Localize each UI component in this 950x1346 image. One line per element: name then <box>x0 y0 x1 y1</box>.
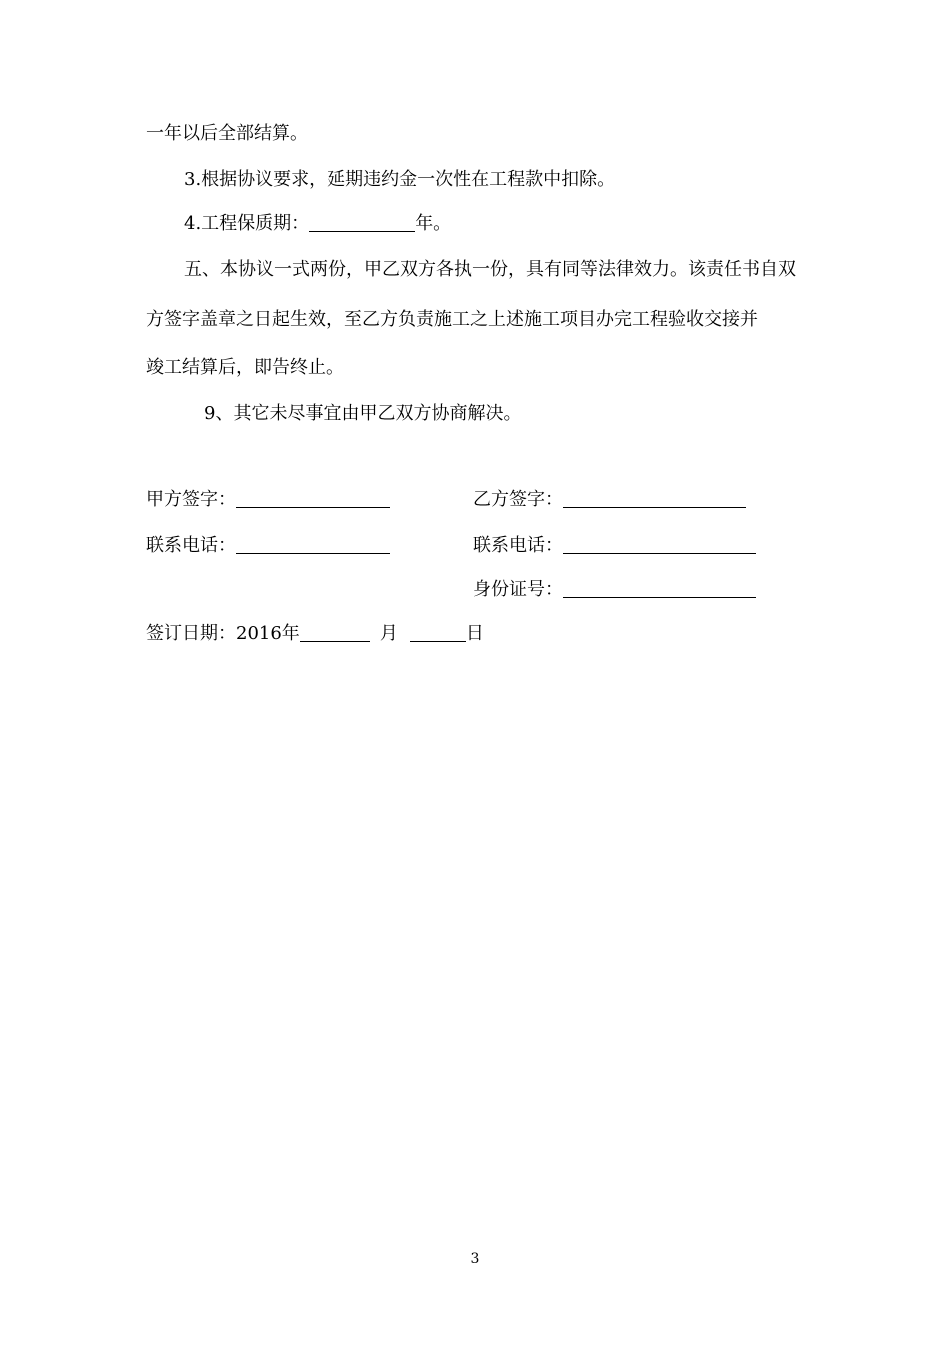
signing-date-label: 签订日期：2016年 <box>146 623 300 644</box>
party-a-signature-row <box>146 488 390 512</box>
paragraph-validity-line-2: 方签字盖章之日起生效，至乙方负责施工之上述施工项目办完工程验收交接并 <box>146 309 758 330</box>
paragraph-validity-line-3: 竣工结算后，即告终止。 <box>146 357 344 378</box>
paragraph-other-matters: 9、其它未尽事宜由甲乙双方协商解决。 <box>204 403 522 424</box>
page-number: 3 <box>470 1251 480 1267</box>
paragraph-line-penalty: 3.根据协议要求，延期违约金一次性在工程款中扣除。 <box>184 169 616 190</box>
signing-month-label: 月 <box>379 623 398 644</box>
party-b-id-row <box>473 578 756 602</box>
party-b-signature-blank <box>563 489 746 508</box>
party-a-signature-label: 甲方签字： <box>146 489 236 510</box>
party-b-phone-label: 联系电话： <box>473 535 563 556</box>
party-b-signature-row <box>473 488 746 512</box>
party-a-phone-row <box>146 534 390 558</box>
party-a-signature-blank <box>236 489 390 508</box>
party-a-phone-blank <box>236 535 390 554</box>
party-b-id-label: 身份证号： <box>473 579 563 600</box>
paragraph-validity-line-1: 五、本协议一式两份，甲乙双方各执一份，具有同等法律效力。该责任书自双 <box>184 259 796 280</box>
paragraph-warranty <box>184 212 451 236</box>
paragraph-line-settlement: 一年以后全部结算。 <box>146 123 308 144</box>
party-b-phone-row <box>473 534 756 558</box>
party-b-phone-blank <box>563 535 756 554</box>
party-b-signature-label: 乙方签字： <box>473 489 563 510</box>
signing-day-blank <box>410 623 466 642</box>
warranty-period-blank <box>309 213 415 232</box>
party-a-phone-label: 联系电话： <box>146 535 236 556</box>
party-b-id-blank <box>563 579 756 598</box>
signing-month-blank <box>300 623 370 642</box>
signing-date-row <box>146 622 484 646</box>
warranty-label: 4.工程保质期： <box>184 213 310 234</box>
signing-day-label: 日 <box>465 623 484 644</box>
warranty-unit: 年。 <box>415 213 452 234</box>
